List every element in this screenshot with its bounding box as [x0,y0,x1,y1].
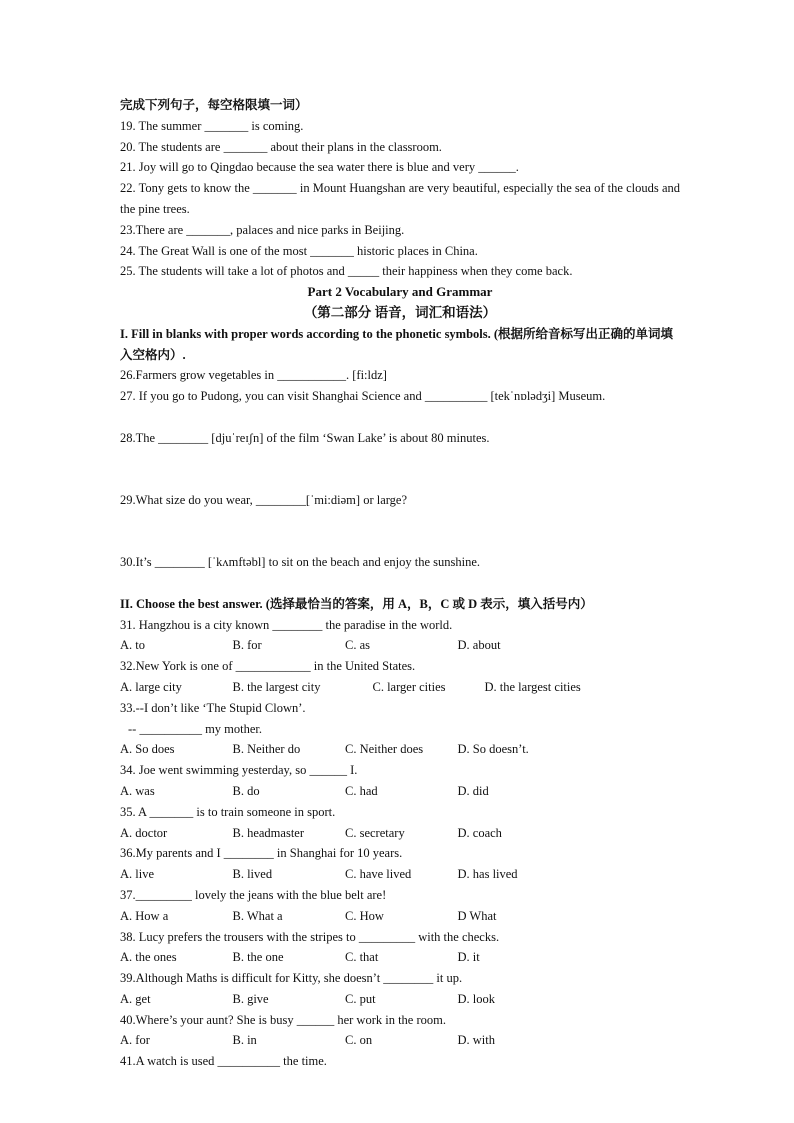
option-d: D. So doesn’t. [457,742,529,757]
option-c: C. as [345,638,370,653]
question-38: 38. Lucy prefers the trousers with the stripes to _________ with the checks. [120,929,500,944]
option-b: B. for [232,638,262,653]
option-d: D. it [457,950,480,965]
question-34: 34. Joe went swimming yesterday, so ______ I. [120,763,358,778]
question-31: 31. Hangzhou is a city known ________ the paradise in the world. [120,617,453,632]
option-b: B. What a [232,908,283,923]
question-19: 19. The summer _______ is coming. [120,118,304,133]
option-d: D. about [457,638,501,653]
question-21: 21. Joy will go to Qingdao because the sea water there is blue and very ______. [120,160,519,175]
question-33-reply: -- __________ my mother. [128,721,263,736]
question-20: 20. The students are _______ about their plans in the classroom. [120,139,442,154]
option-b: B. the one [232,950,284,965]
question-29: 29.What size do you wear, ________[ˈmi:diəm] or large? [120,492,408,507]
options-34 [120,781,680,802]
option-a: A. How a [120,908,169,923]
spacer [120,531,680,552]
option-d: D. did [457,783,489,798]
option-a: A. doctor [120,825,168,840]
options-35 [120,823,680,844]
question-37: 37._________ lovely the jeans with the blue belt are! [120,887,387,902]
question-23: 23.There are _______, palaces and nice parks in Beijing. [120,222,405,237]
spacer [120,469,680,490]
option-a: A. the ones [120,950,177,965]
fill-instruction: 完成下列句子，每空格限填一词） [120,98,308,112]
option-b: B. do [232,783,260,798]
option-a: A. large city [120,679,182,694]
option-b: B. the largest city [232,679,321,694]
option-a: A. So does [120,742,175,757]
question-35: 35. A _______ is to train someone in sport. [120,804,336,819]
option-a: A. for [120,1033,150,1048]
options-33 [120,739,680,760]
option-b: B. in [232,1033,257,1048]
option-c: C. have lived [345,867,412,882]
option-b: B. give [232,991,269,1006]
options-32 [120,677,680,698]
option-d: D What [457,908,497,923]
option-d: D. the largest cities [484,679,581,694]
options-39 [120,989,680,1010]
option-c: C. on [345,1033,373,1048]
option-c: C. How [345,908,384,923]
option-c: C. Neither does [345,742,424,757]
question-39: 39.Although Maths is difficult for Kitty, she doesn’t ________ it up. [120,971,463,986]
question-30: 30.It’s ________ [ˈkʌmftəbl] to sit on the beach and enjoy the sunshine. [120,555,481,570]
question-27: 27. If you go to Pudong, you can visit Shanghai Science and __________ [tekˈnɒlədʒi] Museum. [120,389,606,404]
part2-title: Part 2 Vocabulary and Grammar [307,284,493,300]
options-31 [120,635,680,656]
options-37 [120,906,680,927]
section2-heading: II. Choose the best answer. (选择最恰当的答案，用 A，B，C 或 D 表示，填入括号内） [120,596,593,611]
question-25: 25. The students will take a lot of photos and _____ their happiness when they come back. [120,264,573,279]
option-c: C. larger cities [372,679,446,694]
question-24: 24. The Great Wall is one of the most _______ historic places in China. [120,243,478,258]
options-36 [120,864,680,885]
question-28: 28.The ________ [djuˈreɪʃn] of the film ‘Swan Lake’ is about 80 minutes. [120,430,490,445]
part2-subtitle: （第二部分 语音，词汇和语法） [303,304,497,320]
option-d: D. has lived [457,867,518,882]
question-41: 41.A watch is used __________ the time. [120,1054,327,1069]
option-d: D. coach [457,825,502,840]
question-40: 40.Where’s your aunt? She is busy ______ her work in the room. [120,1012,446,1027]
question-22: 22. Tony gets to know the _______ in Mount Huangshan are very beautiful, especially the sea of the clouds and the pine trees. [120,181,680,216]
option-b: B. Neither do [232,742,301,757]
options-38 [120,947,680,968]
worksheet-page [120,95,680,1072]
section1-heading: I. Fill in blanks with proper words according to the phonetic symbols. (根据所给音标写出正确的单词填入空格内）. [120,326,674,362]
option-a: A. get [120,991,151,1006]
question-32: 32.New York is one of ____________ in the United States. [120,659,416,674]
option-c: C. had [345,783,378,798]
option-a: A. was [120,783,155,798]
option-b: B. headmaster [232,825,305,840]
question-36: 36.My parents and I ________ in Shanghai for 10 years. [120,846,403,861]
options-40 [120,1030,680,1051]
option-c: C. that [345,950,379,965]
option-b: B. lived [232,867,273,882]
option-d: D. with [457,1033,495,1048]
question-26: 26.Farmers grow vegetables in ___________. [fi:ldz] [120,368,387,383]
option-d: D. look [457,991,495,1006]
option-a: A. live [120,867,155,882]
option-c: C. secretary [345,825,405,840]
option-c: C. put [345,991,376,1006]
question-33: 33.--I don’t like ‘The Stupid Clown’. [120,700,306,715]
option-a: A. to [120,638,145,653]
